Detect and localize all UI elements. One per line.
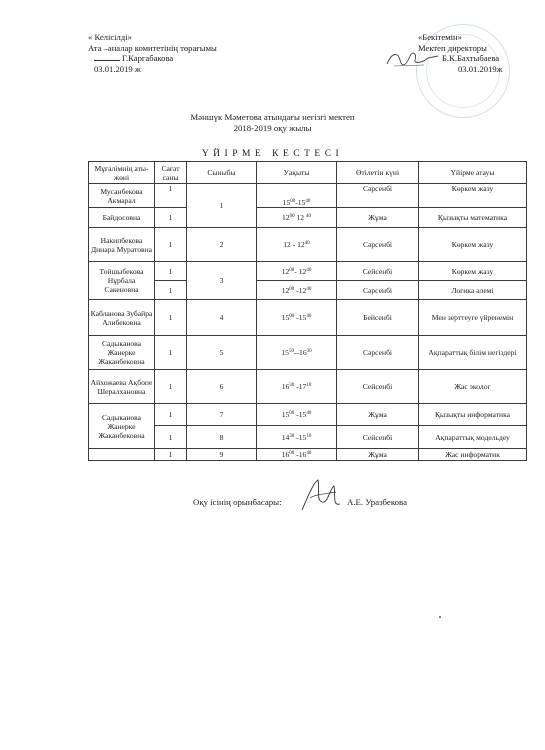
school-title-block xyxy=(0,112,545,134)
cell-club: Көркем жазу xyxy=(419,228,527,262)
cell-time: $15^{00}-15^{40}$ xyxy=(257,184,337,208)
header-approve-position: Мектеп директоры xyxy=(418,42,487,53)
cell-teacher: Мусанбекова Акмарал xyxy=(89,184,155,208)
cell-day: Сейсенбі xyxy=(337,262,419,281)
cell-day: Сәрсенбі xyxy=(337,228,419,262)
cell-time: $12^{00}-$ $12^{40}$ xyxy=(257,262,337,281)
table-row xyxy=(89,208,527,228)
cell-teacher: Кабланова Зубайра Алибековна xyxy=(89,300,155,336)
cell-hours: 1 xyxy=(155,262,187,281)
cell-time: $16^{00}$ $-16^{40}$ xyxy=(257,449,337,461)
cell-day: Жұма xyxy=(337,404,419,426)
cell-grade: 2 xyxy=(187,228,257,262)
cell-club: Қызықты информатика xyxy=(419,404,527,426)
header-hours: Сағат саны xyxy=(155,162,187,184)
schedule-title: ҮЙІРМЕ КЕСТЕСІ xyxy=(201,149,344,159)
cell-teacher: Садыканова Жанерке Жаканбековна xyxy=(89,336,155,370)
cell-club: Мен зерттеуге үйренемін xyxy=(419,300,527,336)
cell-teacher: Байдосовна xyxy=(89,208,155,228)
cell-time: $14^{30}$ $-15^{10}$ xyxy=(257,426,337,449)
table-row xyxy=(89,426,527,449)
cell-grade: 3 xyxy=(187,262,257,300)
cell-grade: 1 xyxy=(187,184,257,228)
cell-time: $15^{50}--16^{30}$ xyxy=(257,336,337,370)
cell-time: $16^{30}$ $-17^{10}$ xyxy=(257,370,337,404)
header-approve-date: 03.01.2019ж xyxy=(458,63,503,74)
cell-hours: 1 xyxy=(155,228,187,262)
header-grade: Сыныбы xyxy=(187,162,257,184)
header-agreed-date: 03.01.2019 ж xyxy=(94,63,141,74)
table-row xyxy=(89,404,527,426)
cell-day: Сәрсенбі xyxy=(337,184,419,208)
cell-hours: 1 xyxy=(155,336,187,370)
cell-teacher: Тойшыбекова Нұрбала Сакеновна xyxy=(89,262,155,300)
header-teacher: Мұғалімнің аты-жөні xyxy=(89,162,155,184)
cell-club: Қызықты математика xyxy=(419,208,527,228)
cell-teacher: Накипбекова Динара Муратовна xyxy=(89,228,155,262)
cell-hours: 1 xyxy=(155,370,187,404)
school-year: 2018-2019 оқу жылы xyxy=(233,123,312,133)
cell-day: Сәрсенбі xyxy=(337,336,419,370)
table-row xyxy=(89,184,527,208)
cell-time: $12^{00}$ 12 $^{40}$ xyxy=(257,208,337,228)
scan-speck xyxy=(439,616,441,618)
table-header-row xyxy=(89,162,527,184)
cell-hours: 1 xyxy=(155,404,187,426)
header-approve-title: «Бекітемін» xyxy=(418,32,462,42)
header-approve-block xyxy=(418,32,538,74)
header-agreed-name: Г.Каргабакова xyxy=(122,53,174,63)
cell-hours: 1 xyxy=(155,300,187,336)
header-day: Өтілетін күні xyxy=(337,162,419,184)
cell-club: Көркем жазу xyxy=(419,184,527,208)
header-agreed-position: Ата –аналар комитетінің төрағымы xyxy=(88,42,217,53)
cell-teacher xyxy=(89,449,155,461)
cell-grade: 4 xyxy=(187,300,257,336)
cell-teacher: Садыканова Жанерке Жаканбековна xyxy=(89,404,155,449)
table-row xyxy=(89,262,527,281)
cell-day: Бейсенбі xyxy=(337,300,419,336)
cell-grade: 8 xyxy=(187,426,257,449)
schedule-table xyxy=(88,161,527,461)
cell-club: Жас эколог xyxy=(419,370,527,404)
cell-grade: 9 xyxy=(187,449,257,461)
header-agreed-title: « Келісілді» xyxy=(88,32,132,42)
cell-day: Жұма xyxy=(337,208,419,228)
cell-hours: 1 xyxy=(155,449,187,461)
deputy-signature xyxy=(296,476,346,516)
cell-club: Көркем жазу xyxy=(419,262,527,281)
table-row xyxy=(89,370,527,404)
header-time: Уақыты xyxy=(257,162,337,184)
cell-club: Логика әлемі xyxy=(419,281,527,300)
cell-time: $12 - 12^{40}$ xyxy=(257,228,337,262)
cell-day: Жұма xyxy=(337,449,419,461)
cell-grade: 6 xyxy=(187,370,257,404)
footer-name: А.Е. Уразбекова xyxy=(347,497,407,507)
cell-time: $15^{00}$ $-15^{40}$ xyxy=(257,404,337,426)
cell-time: $15^{00}$ $-15^{40}$ xyxy=(257,300,337,336)
cell-hours: 1 xyxy=(155,208,187,228)
cell-day: Сейсенбі xyxy=(337,370,419,404)
footer-position: Оқу ісінің орынбасары: xyxy=(193,497,282,507)
cell-club: Ақпараттық білім негіздері xyxy=(419,336,527,370)
header-agreed-block xyxy=(88,32,288,74)
cell-grade: 5 xyxy=(187,336,257,370)
cell-club: Ақпараттық модельдеу xyxy=(419,426,527,449)
cell-day: Сәрсенбі xyxy=(337,281,419,300)
cell-day: Сейсенбі xyxy=(337,426,419,449)
cell-club: Жас информатик xyxy=(419,449,527,461)
header-club: Үйірме атауы xyxy=(419,162,527,184)
table-row xyxy=(89,281,527,300)
cell-hours: 1 xyxy=(155,426,187,449)
table-row xyxy=(89,449,527,461)
header-approve-name: Б.К.Бахтыбаева xyxy=(442,53,500,63)
cell-teacher: Айхожаева Ақбопе Шералхановна xyxy=(89,370,155,404)
school-name: Мәншүк Мәметова атындағы негізгі мектеп xyxy=(190,112,355,122)
table-row xyxy=(89,300,527,336)
cell-hours: 1 xyxy=(155,281,187,300)
cell-time: $12^{00}$ $-12^{40}$ xyxy=(257,281,337,300)
cell-hours: 1 xyxy=(155,184,187,208)
table-row xyxy=(89,228,527,262)
table-row xyxy=(89,336,527,370)
signature-line xyxy=(94,53,120,61)
cell-grade: 7 xyxy=(187,404,257,426)
